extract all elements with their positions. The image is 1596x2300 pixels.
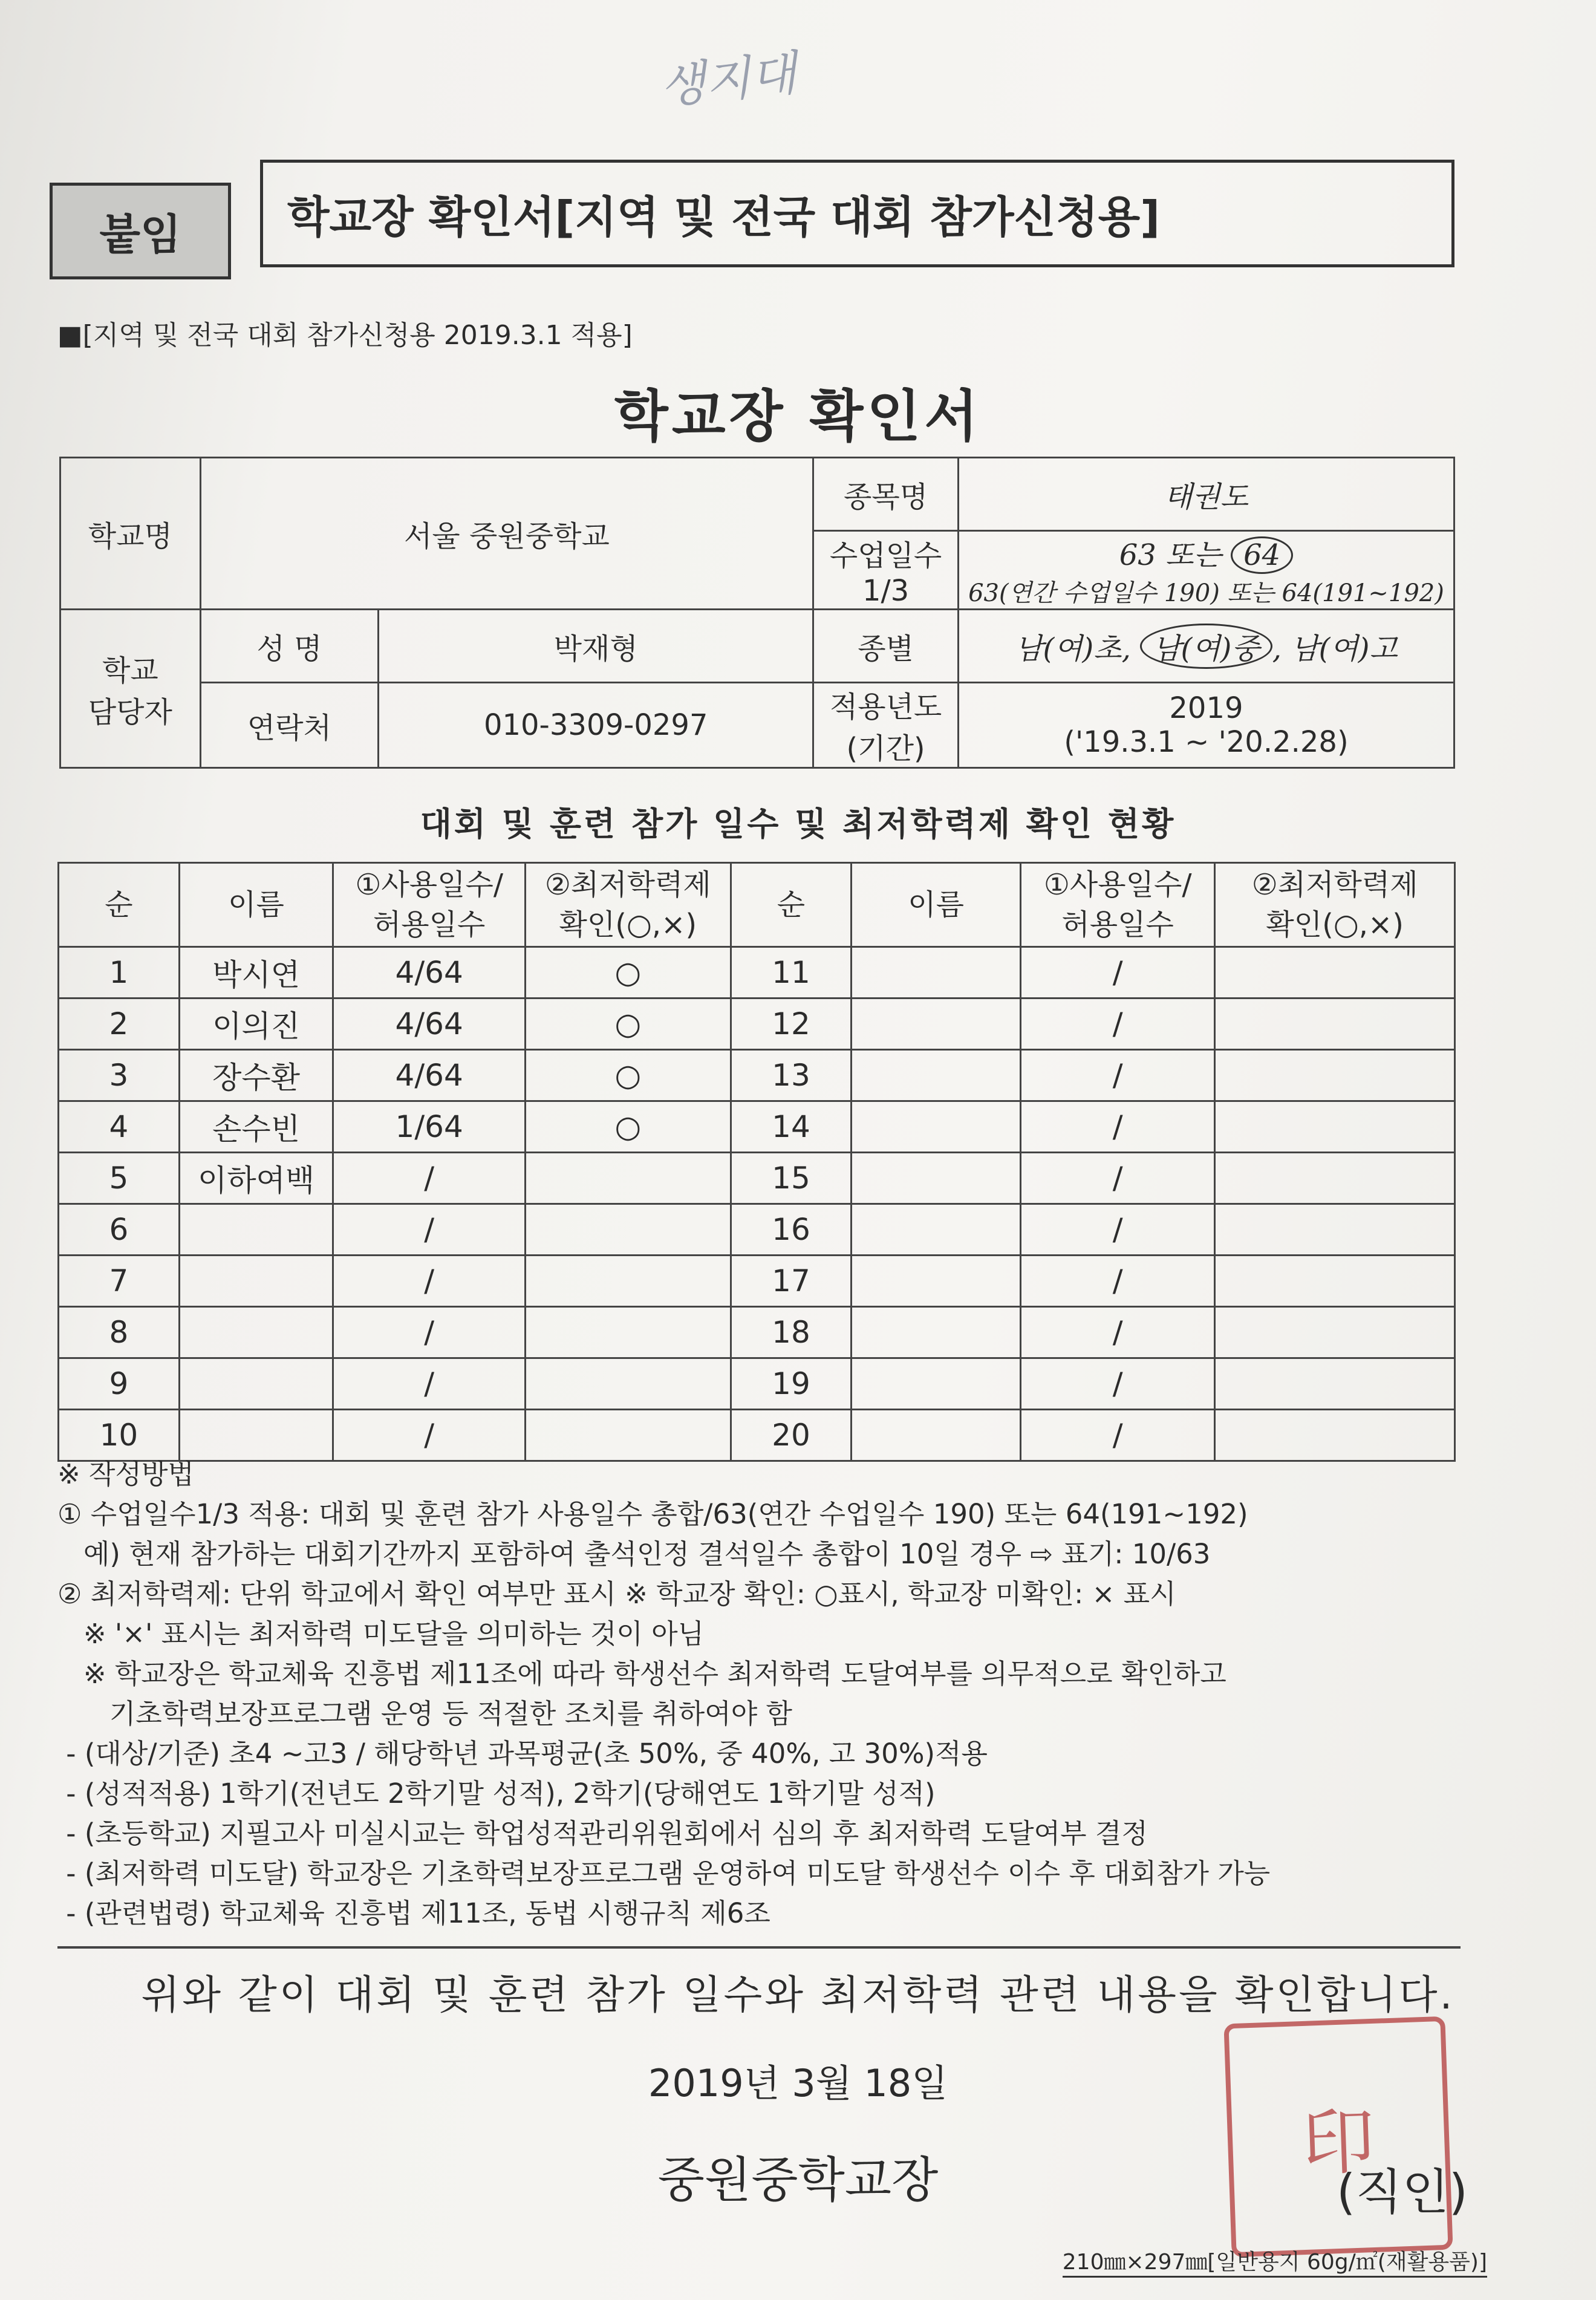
- header-name: 이름: [852, 863, 1021, 947]
- handwritten-note: 생지대: [657, 46, 799, 115]
- days-label-line2: 1/3: [862, 574, 910, 608]
- table-row: [59, 1204, 1455, 1256]
- year-label-line1: 적용년도: [829, 690, 942, 724]
- cell-no: 20: [731, 1410, 852, 1461]
- cell-days: 4/64: [333, 1050, 526, 1101]
- cell-days: 4/64: [333, 947, 526, 999]
- seal-note: (직인): [1337, 2164, 1468, 2220]
- cell-name: 손수빈: [179, 1101, 333, 1153]
- cell-days: /: [333, 1153, 526, 1204]
- cell-name: [179, 1358, 333, 1410]
- issue-date: 2019년 3월 18일: [648, 2061, 948, 2105]
- paper-spec-footer: 210㎜×297㎜[일반용지 60g/㎡(재활용품)]: [1063, 2245, 1487, 2278]
- cell-days: 1/64: [333, 1101, 526, 1153]
- cell-days: /: [1020, 947, 1215, 999]
- cell-days: /: [1020, 1307, 1215, 1358]
- cell-check: [525, 1153, 731, 1204]
- table-row: [59, 1410, 1455, 1461]
- cell-check: [525, 1256, 731, 1307]
- page-title: 학교장 확인서: [614, 384, 982, 449]
- instruction-line: ※ 작성방법: [57, 1458, 194, 1490]
- cell-check: [1215, 1358, 1455, 1410]
- cell-name: 박시연: [179, 947, 333, 999]
- cell-check: [1215, 1410, 1455, 1461]
- table-row: [59, 947, 1455, 999]
- cell-check: [525, 1410, 731, 1461]
- section-title: 대회 및 훈련 참가 일수 및 최저학력제 확인 현황: [420, 805, 1176, 843]
- divider: [57, 1946, 1461, 1949]
- cell-no: 10: [59, 1410, 180, 1461]
- cell-name: [852, 1101, 1021, 1153]
- days-label: [813, 531, 959, 610]
- cell-check: [525, 1358, 731, 1410]
- cell-check: [1215, 999, 1455, 1050]
- instruction-line: - (대상/기준) 초4 ~고3 / 해당학년 과목평균(초 50%, 중 40%, 고 30%)적용: [57, 1738, 988, 1770]
- cell-no: 5: [59, 1153, 180, 1204]
- table-row: [59, 1307, 1455, 1358]
- cell-no: 2: [59, 999, 180, 1050]
- writing-instructions: [57, 1455, 1270, 1933]
- cell-days: /: [333, 1410, 526, 1461]
- gender-elementary: 남(여)초,: [1015, 631, 1131, 666]
- header-days-line2: 허용일수: [1061, 908, 1174, 942]
- cell-no: 9: [59, 1358, 180, 1410]
- cell-days: /: [1020, 1410, 1215, 1461]
- cell-no: 12: [731, 999, 852, 1050]
- cell-name: 이의진: [179, 999, 333, 1050]
- cell-check: [1215, 1307, 1455, 1358]
- cell-name: [852, 1153, 1021, 1204]
- school-info-table: [59, 457, 1455, 769]
- cell-check: [525, 1204, 731, 1256]
- header-no: 순: [59, 863, 180, 947]
- table-row: [59, 1050, 1455, 1101]
- instruction-line: - (성적적용) 1학기(전년도 2학기말 성적), 2학기(당해연도 1학기말 성적): [57, 1777, 936, 1810]
- header-check-line2: 확인(○,×): [559, 908, 697, 942]
- cell-check: [1215, 1153, 1455, 1204]
- cell-no: 11: [731, 947, 852, 999]
- cell-check: [1215, 1204, 1455, 1256]
- sport-value: 태권도: [958, 458, 1454, 531]
- cell-check: [1215, 1256, 1455, 1307]
- applicability-note: ■[지역 및 전국 대회 참가신청용 2019.3.1 적용]: [57, 320, 633, 351]
- instruction-line: - (최저학력 미도달) 학교장은 기초학력보장프로그램 운영하여 미도달 학생선수 이수 후 대회참가 가능: [57, 1857, 1271, 1889]
- cell-name: [852, 1050, 1021, 1101]
- days-value-circled: 64: [1231, 536, 1293, 574]
- cell-no: 4: [59, 1101, 180, 1153]
- cell-name: 장수환: [179, 1050, 333, 1101]
- contact-value: 010-3309-0297: [379, 683, 813, 768]
- table-row: [59, 1256, 1455, 1307]
- cell-no: 7: [59, 1256, 180, 1307]
- cell-name: [852, 999, 1021, 1050]
- cell-check: ○: [525, 947, 731, 999]
- header-no: 순: [731, 863, 852, 947]
- gender-label: 종별: [813, 610, 959, 683]
- cell-name: [179, 1256, 333, 1307]
- header-days: [333, 863, 526, 947]
- cell-name: [852, 1358, 1021, 1410]
- cell-name: [852, 947, 1021, 999]
- cell-name: [852, 1307, 1021, 1358]
- cell-no: 18: [731, 1307, 852, 1358]
- instruction-line: 기초학력보장프로그램 운영 등 적절한 조치를 취하여야 함: [57, 1698, 792, 1730]
- cell-no: 13: [731, 1050, 852, 1101]
- cell-check: [1215, 947, 1455, 999]
- instruction-line: ※ '×' 표시는 최저학력 미도달을 의미하는 것이 아님: [57, 1618, 705, 1650]
- cell-name: [852, 1256, 1021, 1307]
- cell-no: 14: [731, 1101, 852, 1153]
- principal-name: 중원중학교장: [657, 2152, 939, 2208]
- cell-days: /: [1020, 1050, 1215, 1101]
- cell-check: [1215, 1101, 1455, 1153]
- days-sub: 63(연간 수업일수 190) 또는 64(191~192): [968, 579, 1444, 607]
- participation-table: [57, 862, 1456, 1462]
- header-name: 이름: [179, 863, 333, 947]
- cell-check: ○: [525, 1050, 731, 1101]
- days-label-line1: 수업일수: [829, 539, 942, 573]
- instruction-line: ※ 학교장은 학교체육 진흥법 제11조에 따라 학생선수 최저학력 도달여부를 의무적으로 확인하고: [57, 1658, 1226, 1690]
- cell-days: /: [1020, 1101, 1215, 1153]
- header-days: [1020, 863, 1215, 947]
- header-check-line2: 확인(○,×): [1266, 908, 1404, 942]
- cell-no: 19: [731, 1358, 852, 1410]
- cell-no: 3: [59, 1050, 180, 1101]
- table-row: [59, 1153, 1455, 1204]
- period-text: ('19.3.1 ~ '20.2.28): [1064, 725, 1349, 759]
- manager-label: 학교 담당자: [60, 610, 201, 768]
- cell-check: ○: [525, 1101, 731, 1153]
- header-days-line1: ①사용일수/: [355, 868, 503, 902]
- cell-days: 4/64: [333, 999, 526, 1050]
- year-value: [958, 683, 1454, 768]
- instruction-line: ② 최저학력제: 단위 학교에서 확인 여부만 표시 ※ 학교장 확인: ○표시, 학교장 미확인: × 표시: [57, 1578, 1176, 1610]
- header-check-line1: ②최저학력제: [1251, 868, 1418, 902]
- cell-name: [179, 1410, 333, 1461]
- cell-name: 이하여백: [179, 1153, 333, 1204]
- cell-days: /: [1020, 1204, 1215, 1256]
- days-value: [958, 531, 1454, 610]
- instruction-line: 예) 현재 참가하는 대회기간까지 포함하여 출석인정 결석일수 총합이 10일 경우 ⇨ 표기: 10/63: [57, 1538, 1211, 1570]
- cell-no: 16: [731, 1204, 852, 1256]
- name-value: 박재형: [379, 610, 813, 683]
- cell-name: [852, 1410, 1021, 1461]
- table-row: [59, 999, 1455, 1050]
- name-label: 성 명: [200, 610, 379, 683]
- cell-name: [179, 1307, 333, 1358]
- cell-no: 1: [59, 947, 180, 999]
- year-label-line2: (기간): [846, 732, 925, 766]
- gender-middle-circled: 남(여)중: [1140, 624, 1272, 669]
- cell-no: 15: [731, 1153, 852, 1204]
- cell-days: /: [1020, 1256, 1215, 1307]
- year-text: 2019: [1169, 691, 1243, 725]
- cell-days: /: [1020, 1153, 1215, 1204]
- confirmation-statement: 위와 같이 대회 및 훈련 참가 일수와 최저학력 관련 내용을 확인합니다.: [141, 1972, 1455, 2018]
- cell-check: ○: [525, 999, 731, 1050]
- cell-name: [179, 1204, 333, 1256]
- days-value-text: 63 또는: [1119, 538, 1222, 572]
- cell-check: [1215, 1050, 1455, 1101]
- cell-days: /: [1020, 999, 1215, 1050]
- instruction-line: ① 수업일수1/3 적용: 대회 및 훈련 참가 사용일수 총합/63(연간 수업일수 190) 또는 64(191~192): [57, 1498, 1248, 1530]
- sport-label: 종목명: [813, 458, 959, 531]
- cell-days: /: [333, 1256, 526, 1307]
- header-check: [1215, 863, 1455, 947]
- header-days-line2: 허용일수: [373, 908, 486, 942]
- year-label: [813, 683, 959, 768]
- header-days-line1: ①사용일수/: [1043, 868, 1192, 902]
- cell-no: 8: [59, 1307, 180, 1358]
- school-label: 학교명: [60, 458, 201, 610]
- instruction-line: - (관련법령) 학교체육 진흥법 제11조, 동법 시행규칙 제6조: [57, 1897, 770, 1929]
- instruction-line: - (초등학교) 지필고사 미실시교는 학업성적관리위원회에서 심의 후 최저학력 도달여부 결정: [57, 1817, 1148, 1849]
- cell-days: /: [333, 1307, 526, 1358]
- header-check: [525, 863, 731, 947]
- table-row: [59, 1101, 1455, 1153]
- contact-label: 연락처: [200, 683, 379, 768]
- cell-no: 6: [59, 1204, 180, 1256]
- official-seal: 印: [1223, 2016, 1453, 2258]
- table-row: [59, 1358, 1455, 1410]
- header-title: 학교장 확인서[지역 및 전국 대회 참가신청용]: [260, 160, 1454, 267]
- school-value: 서울 중원중학교: [200, 458, 813, 610]
- cell-days: /: [333, 1204, 526, 1256]
- cell-days: /: [333, 1358, 526, 1410]
- cell-name: [852, 1204, 1021, 1256]
- gender-value: [958, 610, 1454, 683]
- cell-days: /: [1020, 1358, 1215, 1410]
- header-check-line1: ②최저학력제: [544, 868, 711, 902]
- cell-no: 17: [731, 1256, 852, 1307]
- gender-high: , 남(여)고: [1272, 631, 1398, 666]
- attachment-tag: 붙임: [50, 183, 231, 279]
- cell-check: [525, 1307, 731, 1358]
